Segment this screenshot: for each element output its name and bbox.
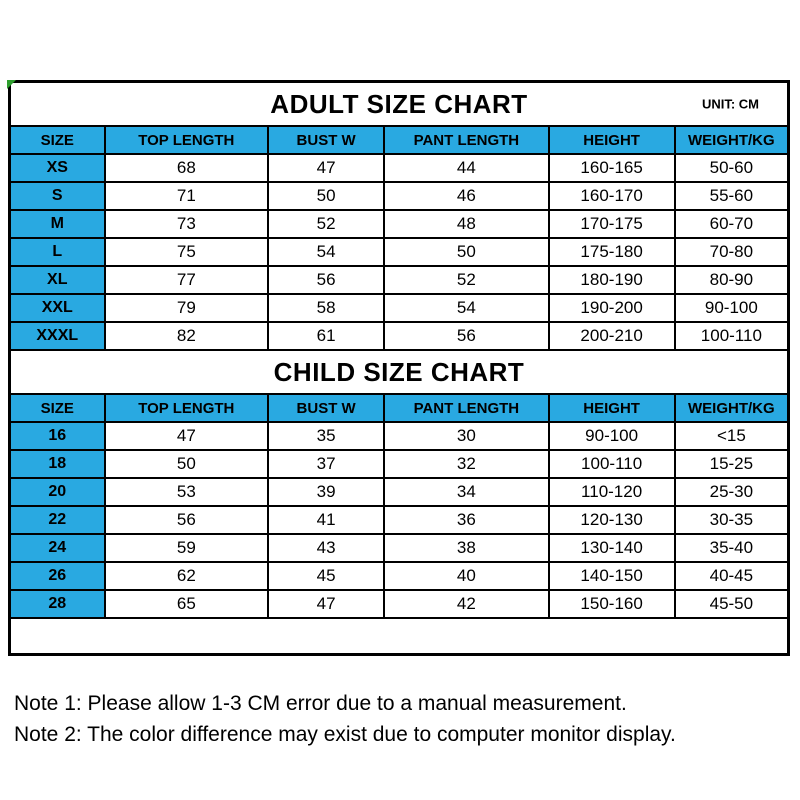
value-cell: 80-90 [675, 266, 789, 294]
value-cell: 50 [384, 238, 548, 266]
column-header: TOP LENGTH [105, 394, 269, 422]
table-row [10, 238, 789, 266]
size-cell: 24 [10, 534, 105, 562]
footer-section [10, 618, 789, 655]
table-row [10, 154, 789, 182]
value-cell: 46 [384, 182, 548, 210]
column-header: SIZE [10, 126, 105, 154]
value-cell: 37 [268, 450, 384, 478]
value-cell: 44 [384, 154, 548, 182]
adult-header-section [10, 126, 789, 154]
value-cell: 130-140 [549, 534, 675, 562]
value-cell: 45-50 [675, 590, 789, 618]
value-cell: 175-180 [549, 238, 675, 266]
table-row [10, 422, 789, 450]
column-header: TOP LENGTH [105, 126, 269, 154]
value-cell: 75 [105, 238, 269, 266]
value-cell: 40 [384, 562, 548, 590]
size-cell: XS [10, 154, 105, 182]
value-cell: 47 [268, 154, 384, 182]
value-cell: 54 [384, 294, 548, 322]
size-cell: XL [10, 266, 105, 294]
size-chart-table [8, 80, 790, 656]
value-cell: 77 [105, 266, 269, 294]
header-row [10, 394, 789, 422]
value-cell: 50 [268, 182, 384, 210]
value-cell: 56 [384, 322, 548, 350]
value-cell: 90-100 [549, 422, 675, 450]
value-cell: 90-100 [675, 294, 789, 322]
child-header-section [10, 394, 789, 422]
value-cell: 100-110 [675, 322, 789, 350]
value-cell: 53 [105, 478, 269, 506]
value-cell: 150-160 [549, 590, 675, 618]
value-cell: 30 [384, 422, 548, 450]
adult-chart-title: ADULT SIZE CHART [270, 88, 528, 119]
value-cell: 71 [105, 182, 269, 210]
value-cell: 82 [105, 322, 269, 350]
value-cell: 68 [105, 154, 269, 182]
column-header: PANT LENGTH [384, 394, 548, 422]
table-row [10, 294, 789, 322]
value-cell: 200-210 [549, 322, 675, 350]
value-cell: 50-60 [675, 154, 789, 182]
child-title-section [10, 350, 789, 394]
table-row [10, 478, 789, 506]
adult-title-row [10, 82, 789, 127]
value-cell: 38 [384, 534, 548, 562]
size-cell: 28 [10, 590, 105, 618]
column-header: BUST W [268, 394, 384, 422]
value-cell: 55-60 [675, 182, 789, 210]
value-cell: 39 [268, 478, 384, 506]
column-header: WEIGHT/KG [675, 126, 789, 154]
child-title-row [10, 350, 789, 394]
adult-title-section [10, 82, 789, 127]
value-cell: 180-190 [549, 266, 675, 294]
size-cell: M [10, 210, 105, 238]
header-row [10, 126, 789, 154]
adult-rows-section [10, 154, 789, 350]
value-cell: 56 [268, 266, 384, 294]
value-cell: 48 [384, 210, 548, 238]
column-header: SIZE [10, 394, 105, 422]
value-cell: 56 [105, 506, 269, 534]
value-cell: 25-30 [675, 478, 789, 506]
value-cell: 61 [268, 322, 384, 350]
table-row [10, 322, 789, 350]
size-cell: 20 [10, 478, 105, 506]
size-cell: 18 [10, 450, 105, 478]
value-cell: 65 [105, 590, 269, 618]
size-cell: 16 [10, 422, 105, 450]
value-cell: 36 [384, 506, 548, 534]
size-cell: 22 [10, 506, 105, 534]
table-row [10, 506, 789, 534]
column-header: HEIGHT [549, 394, 675, 422]
value-cell: 54 [268, 238, 384, 266]
value-cell: 30-35 [675, 506, 789, 534]
column-header: PANT LENGTH [384, 126, 548, 154]
size-cell: XXXL [10, 322, 105, 350]
blank-row [10, 618, 789, 655]
value-cell: 59 [105, 534, 269, 562]
value-cell: 40-45 [675, 562, 789, 590]
value-cell: 100-110 [549, 450, 675, 478]
size-cell: XXL [10, 294, 105, 322]
child-rows-section [10, 422, 789, 618]
size-cell: S [10, 182, 105, 210]
size-cell: L [10, 238, 105, 266]
value-cell: 47 [105, 422, 269, 450]
size-chart [8, 80, 790, 656]
value-cell: 41 [268, 506, 384, 534]
green-corner-mark [7, 80, 16, 89]
value-cell: 42 [384, 590, 548, 618]
column-header: BUST W [268, 126, 384, 154]
table-row [10, 450, 789, 478]
value-cell: 120-130 [549, 506, 675, 534]
size-cell: 26 [10, 562, 105, 590]
column-header: WEIGHT/KG [675, 394, 789, 422]
value-cell: 34 [384, 478, 548, 506]
value-cell: 70-80 [675, 238, 789, 266]
value-cell: 140-150 [549, 562, 675, 590]
value-cell: 62 [105, 562, 269, 590]
value-cell: 190-200 [549, 294, 675, 322]
value-cell: 47 [268, 590, 384, 618]
value-cell: 170-175 [549, 210, 675, 238]
value-cell: 45 [268, 562, 384, 590]
value-cell: 160-170 [549, 182, 675, 210]
table-row [10, 562, 789, 590]
value-cell: 50 [105, 450, 269, 478]
table-row [10, 534, 789, 562]
table-row [10, 182, 789, 210]
table-row [10, 266, 789, 294]
note-1: Note 1: Please allow 1-3 CM error due to a manual measurement. [14, 692, 627, 715]
value-cell: 35-40 [675, 534, 789, 562]
value-cell: 35 [268, 422, 384, 450]
value-cell: 43 [268, 534, 384, 562]
table-row [10, 210, 789, 238]
child-chart-title: CHILD SIZE CHART [273, 356, 525, 387]
value-cell: 79 [105, 294, 269, 322]
value-cell: <15 [675, 422, 789, 450]
unit-label: UNIT: CM [701, 96, 759, 112]
note-2: Note 2: The color difference may exist due to computer monitor display. [14, 723, 676, 746]
value-cell: 52 [384, 266, 548, 294]
value-cell: 60-70 [675, 210, 789, 238]
value-cell: 58 [268, 294, 384, 322]
value-cell: 73 [105, 210, 269, 238]
column-header: HEIGHT [549, 126, 675, 154]
value-cell: 52 [268, 210, 384, 238]
notes [14, 688, 676, 750]
value-cell: 110-120 [549, 478, 675, 506]
table-row [10, 590, 789, 618]
value-cell: 15-25 [675, 450, 789, 478]
value-cell: 160-165 [549, 154, 675, 182]
value-cell: 32 [384, 450, 548, 478]
